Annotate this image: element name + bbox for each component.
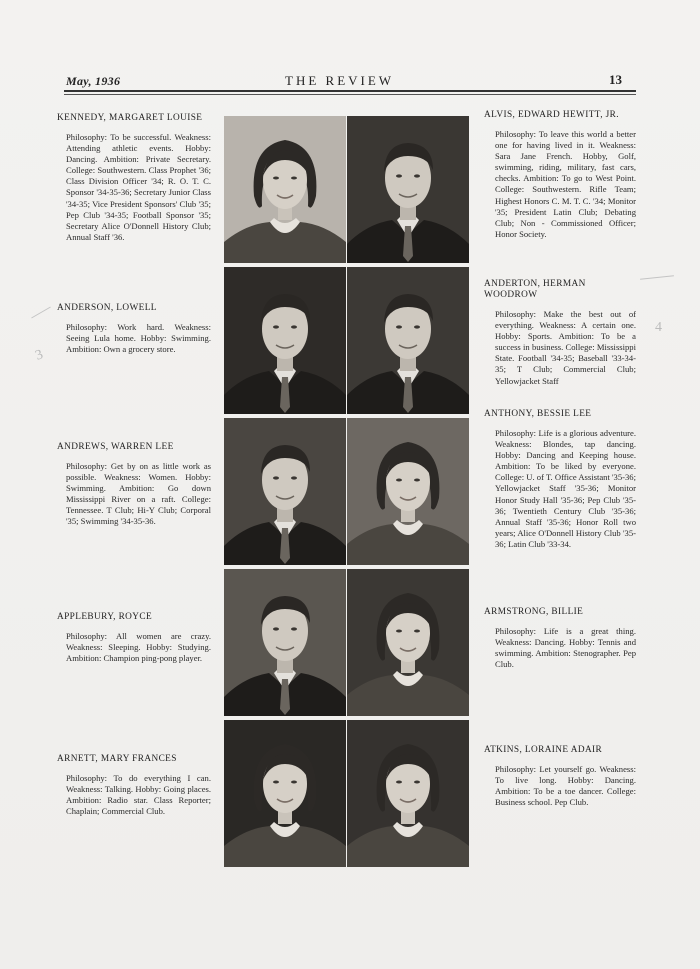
- senior-entry: [57, 612, 211, 664]
- portrait-image: [224, 267, 346, 414]
- portrait-photo: [347, 720, 469, 867]
- portrait-image: [224, 116, 346, 263]
- senior-entry: [484, 409, 636, 550]
- student-bio: Philosophy: All women are crazy. Weakness: Sleeping. Hobby: Studying. Ambition: Champion ping-pong player.: [66, 631, 211, 664]
- student-bio: Philosophy: To be successful. Weakness: Attending athletic events. Hobby: Dancing. Ambition: Private Secretary. College: Southwestern. Class Prophet '36; Class Division Officer '34; R. O. T. C. Sponsor '34-35-36; Secretary Junior Class '34-35; Vice President Sponsors' Club '35; Pep Club '34-35; Football Sponsor '35; Secretary Alice O'Donnell History Club; Annual Staff '36.: [66, 132, 211, 242]
- pencil-stroke: [640, 275, 674, 280]
- student-bio: Philosophy: Life is a great thing. Weakness: Dancing. Hobby: Tennis and swimming. Ambition: Stenographer. Pep Club.: [495, 626, 636, 670]
- portrait-photo: [224, 569, 346, 716]
- senior-entry: [57, 113, 211, 243]
- portrait-photo: [224, 720, 346, 867]
- portrait-photo: [347, 267, 469, 414]
- student-bio: Philosophy: Make the best out of everything. Weakness: A certain one. Hobby: Sports. Ambition: To be a success in business. College: Mississippi State. Football '34-35; Baseball '33-34-35; T Club; Commercial Club; Yellowjacket Staff: [495, 309, 636, 386]
- portrait-photo: [347, 418, 469, 565]
- portrait-photo: [224, 116, 346, 263]
- senior-entry: [57, 442, 211, 528]
- senior-entry: [484, 279, 636, 387]
- student-bio: Philosophy: To leave this world a better one for having lived in it. Weakness: Sara Jane French. Hobby, Golf, swimming, riding, military, fast cars, checks. Ambition: To go to West Point. College: Southwestern. Rifle Team; Highest Honors C. M. T. C. '34; Monitor '35; President Latin Club; Debating Club; Non - Commissioned Officer; Honor Society.: [495, 129, 636, 239]
- student-name: ANTHONY, BESSIE LEE: [484, 409, 592, 419]
- portrait-image: [224, 720, 346, 867]
- portrait-photo: [347, 569, 469, 716]
- pencil-mark: 4: [655, 320, 662, 335]
- student-name: APPLEBURY, ROYCE: [57, 612, 153, 622]
- portrait-image: [224, 569, 346, 716]
- student-bio: Philosophy: Let yourself go. Weakness: To live long. Hobby: Dancing. Ambition: To be a toe dancer. College: Business school. Pep Club.: [495, 764, 636, 808]
- student-bio: Philosophy: Get by on as little work as possible. Weakness: Women. Hobby: Swimming. Ambition: Go down Mississippi River on a raft. College: Tennessee. T Club; Hi-Y Club; Corporal '35; Swimming '34-35-36.: [66, 461, 211, 527]
- student-bio: Philosophy: To do everything I can. Weakness: Talking. Hobby: Going places. Ambition: Radio star. Class Reporter; Chaplain; Commercial Club.: [66, 773, 211, 817]
- student-name: ARNETT, MARY FRANCES: [57, 754, 177, 764]
- pencil-mark: 3: [33, 347, 46, 364]
- student-name: ARMSTRONG, BILLIE: [484, 607, 584, 617]
- student-bio: Philosophy: Work hard. Weakness: Seeing Lula home. Hobby: Swimming. Ambition: Own a grocery store.: [66, 322, 211, 355]
- student-name: ATKINS, LORAINE ADAIR: [484, 745, 603, 755]
- student-bio: Philosophy: Life is a glorious adventure. Weakness: Blondes, tap dancing. Hobby: Dancing and Keeping house. Ambition: To be liked by everyone. College: U. of T. Office Assistant '35-36; Yellowjacket Staff '35-36; Monitor Honor Study Hall '35-36; Pep Club '35-36; Twentieth Century Club '35-36; Annual Staff '35-36; Honor Roll two years; Alice O'Donnell History Club '35-36; Latin Club '33-34.: [495, 428, 636, 549]
- pencil-stroke: [31, 307, 51, 319]
- portrait-image: [347, 267, 469, 414]
- portrait-photo: [224, 418, 346, 565]
- portrait-image: [347, 116, 469, 263]
- portrait-image: [347, 569, 469, 716]
- senior-entry: [57, 754, 211, 817]
- senior-entry: [57, 303, 211, 355]
- header-rule-thin: [64, 94, 636, 95]
- student-name: ANDREWS, WARREN LEE: [57, 442, 174, 452]
- student-name: ALVIS, EDWARD HEWITT, JR.: [484, 110, 619, 120]
- senior-entry: [484, 745, 636, 808]
- portrait-image: [347, 720, 469, 867]
- portrait-image: [224, 418, 346, 565]
- header-rule: [64, 90, 636, 92]
- page-number: 13: [609, 72, 622, 87]
- portrait-image: [347, 418, 469, 565]
- publication-title: THE REVIEW: [285, 73, 395, 88]
- student-name: ANDERTON, HERMAN WOODROW: [484, 279, 586, 300]
- issue-date: May, 1936: [66, 74, 121, 88]
- student-name: KENNEDY, MARGARET LOUISE: [57, 113, 203, 123]
- senior-entry: [484, 607, 636, 670]
- student-name: ANDERSON, LOWELL: [57, 303, 157, 313]
- portrait-photo: [347, 116, 469, 263]
- portrait-photo: [224, 267, 346, 414]
- senior-entry: [484, 110, 636, 240]
